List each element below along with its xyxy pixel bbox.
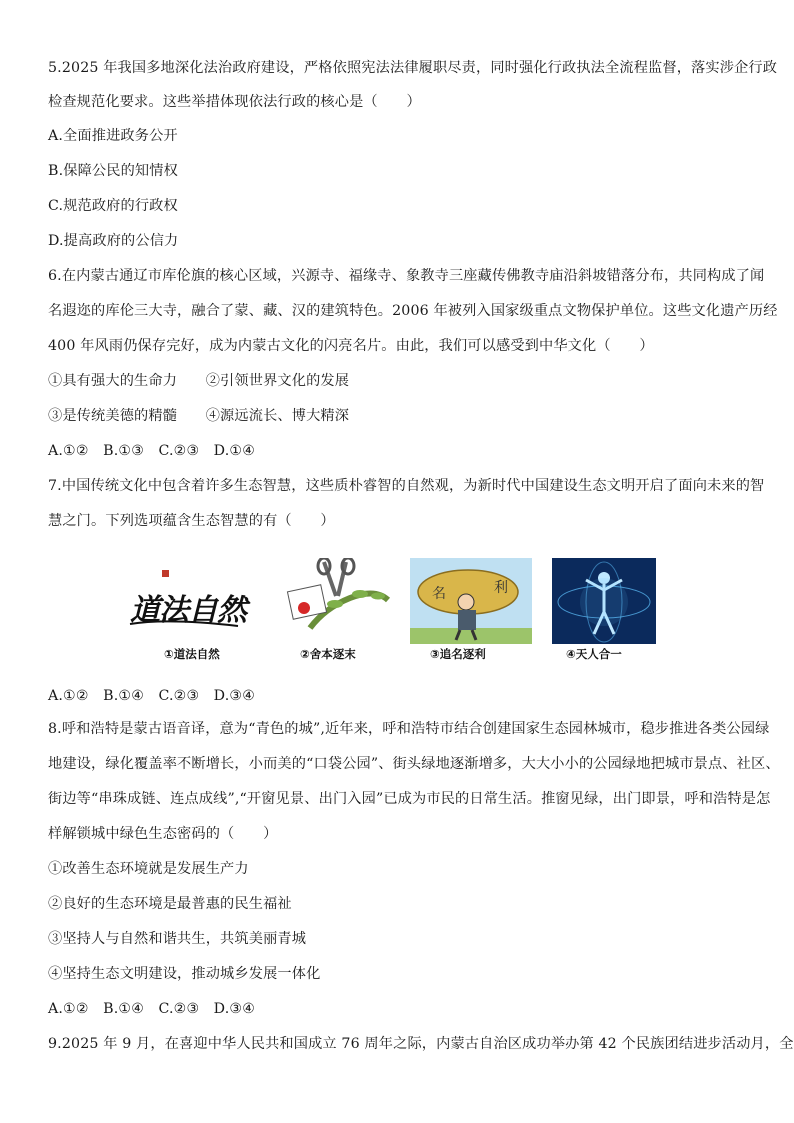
q8-stem-line2: 地建设，绿化覆盖率不断增长，小而美的“口袋公园”、街头绿地逐渐增多，大大小小的公园绿地把城市景点、社区、	[48, 756, 780, 772]
q9-stem-line1: 9.2025 年 9 月，在喜迎中华人民共和国成立 76 周年之际，内蒙古自治区成功举办第 42 个民族团结进步活动月，全	[48, 1036, 794, 1052]
figure-money-bag	[410, 558, 532, 668]
figure-caption-4: ④天人合一	[566, 647, 622, 661]
q8-statement-2: ②良好的生态环境是最普惠的民生福祉	[48, 896, 292, 912]
scissors-cartoon	[280, 558, 395, 644]
figure-caption-3: ③追名逐利	[430, 647, 486, 661]
q8-stem-line3: 街边等“串珠成链、连点成线”,“开窗见景、出门入园”已成为市民的日常生活。推窗见绿，出门即景，呼和浩特是怎	[48, 791, 771, 807]
q5-stem-line2: 检查规范化要求。这些举措体现依法行政的核心是（ ）	[48, 94, 421, 110]
apple-icon	[298, 602, 310, 614]
q6-choices[interactable]: A.①② B.①③ C.②③ D.①④	[48, 443, 256, 459]
q7-figure-row	[120, 558, 660, 668]
figure-scissors	[280, 558, 395, 668]
q6-statements-row1: ①具有强大的生命力 ②引领世界文化的发展	[48, 373, 350, 389]
calligraphy-text: 道法自然	[130, 593, 246, 628]
figure-calligraphy	[128, 558, 253, 668]
q8-stem-line1: 8.呼和浩特是蒙古语音译，意为“青色的城”,近年来，呼和浩特市结合创建国家生态园林城市，稳步推进各类公园绿	[48, 721, 770, 737]
figure-caption-2: ②舍本逐末	[300, 647, 356, 661]
q8-stem-line4: 样解锁城中绿色生态密码的（ ）	[48, 826, 278, 842]
q7-choices[interactable]: A.①② B.①④ C.②③ D.③④	[48, 688, 256, 704]
q8-statement-4: ④坚持生态文明建设，推动城乡发展一体化	[48, 966, 321, 982]
q6-stem-line2: 名遐迩的库伦三大寺，融合了蒙、藏、汉的建筑特色。2006 年被列入国家级重点文物保护单位。这些文化遗产历经	[48, 303, 778, 319]
q7-stem-line1: 7.中国传统文化中包含着许多生态智慧，这些质朴睿智的自然观，为新时代中国建设生态文明开启了面向未来的智	[48, 478, 765, 494]
q8-choices[interactable]: A.①② B.①④ C.②③ D.③④	[48, 1001, 256, 1017]
q7-stem-line2: 慧之门。下列选项蕴含生态智慧的有（ ）	[48, 513, 335, 529]
seal-stamp	[162, 570, 169, 577]
figure-human-cosmos	[552, 558, 656, 668]
bag-text-li: 利	[494, 580, 508, 596]
q5-option-c[interactable]: C.规范政府的行政权	[48, 198, 178, 214]
q6-statements-row2: ③是传统美德的精髓 ④源远流长、博大精深	[48, 408, 350, 424]
q5-stem-line1: 5.2025 年我国多地深化法治政府建设，严格依照宪法法律履职尽责，同时强化行政执法全流程监督，落实涉企行政	[48, 60, 778, 76]
q6-stem-line1: 6.在内蒙古通辽市库伦旗的核心区域，兴源寺、福缘寺、象教寺三座藏传佛教寺庙沿斜坡错落分布，共同构成了闻	[48, 268, 765, 284]
q5-option-d[interactable]: D.提高政府的公信力	[48, 233, 179, 249]
human-cosmos-image	[552, 558, 656, 644]
bag-text-ming: 名	[432, 586, 446, 602]
q5-option-a[interactable]: A.全面推进政务公开	[48, 128, 178, 144]
q8-statement-1: ①改善生态环境就是发展生产力	[48, 861, 249, 877]
q6-stem-line3: 400 年风雨仍保存完好，成为内蒙古文化的闪亮名片。由此，我们可以感受到中华文化（ ）	[48, 338, 654, 354]
money-bag-cartoon	[410, 558, 532, 644]
q8-statement-3: ③坚持人与自然和谐共生，共筑美丽青城	[48, 931, 307, 947]
figure-caption-1: ①道法自然	[164, 647, 220, 661]
calligraphy-image	[128, 558, 253, 642]
q5-option-b[interactable]: B.保障公民的知情权	[48, 163, 178, 179]
